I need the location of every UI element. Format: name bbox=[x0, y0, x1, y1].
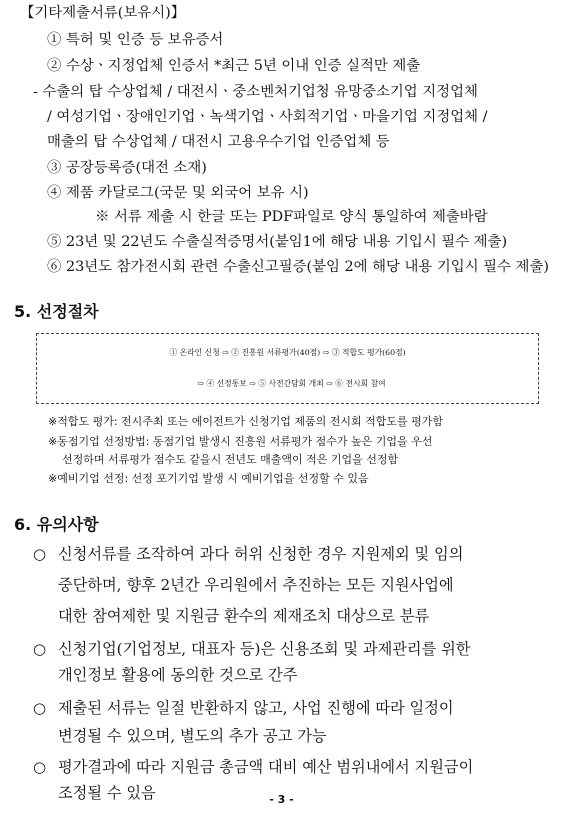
other-docs-item-2: ② 수상ㆍ지정업체 인증서 *최근 5년 이내 인증 실적만 제출 bbox=[47, 58, 421, 74]
page-number: - 3 - bbox=[269, 793, 294, 806]
caution-4-line-2: 조정될 수 있음 bbox=[58, 784, 156, 802]
caution-3-line-2: 변경될 수 있으며, 별도의 추가 공고 가능 bbox=[58, 727, 327, 745]
bullet-icon: ○ bbox=[33, 545, 47, 563]
other-docs-title: 【기타제출서류(보유시)】 bbox=[20, 5, 186, 21]
other-docs-item-2-detail-1: - 수출의 탑 수상업체 / 대전시ㆍ중소벤처기업청 유망중소기업 지정업체 bbox=[33, 84, 478, 100]
note-suitability: ※적합도 평가: 전시주최 또는 에이전트가 신청기업 제품의 전시회 적합도를 평가함 bbox=[48, 415, 444, 428]
other-docs-format-note: ※ 서류 제출 시 한글 또는 PDF파일로 양식 통일하여 제출바람 bbox=[95, 209, 488, 225]
note-tie-break: ※동점기업 선정방법: 동점기업 발생시 진흥원 서류평가 점수가 높은 기업을 우선 bbox=[48, 435, 433, 448]
note-tie-break-cont: 선정하며 서류평가 점수도 같을시 전년도 매출액이 적은 기업을 선정함 bbox=[62, 453, 399, 466]
note-reserve: ※예비기업 선정: 선정 포기기업 발생 시 예비기업을 선정할 수 있음 bbox=[48, 472, 369, 485]
caution-1-line-3: 대한 참여제한 및 지원금 환수의 제재조치 대상으로 분류 bbox=[58, 607, 430, 625]
other-docs-item-3: ③ 공장등록증(대전 소재) bbox=[47, 160, 207, 176]
other-docs-item-1: ① 특허 및 인증 등 보유증서 bbox=[47, 32, 224, 48]
caution-2-line-2: 개인정보 활용에 동의한 것으로 간주 bbox=[58, 666, 298, 684]
process-flow-line-2: ⇨ ④ 선정통보 ⇨ ⑤ 사전간담회 개최 ⇨ ⑥ 전시회 참여 bbox=[197, 379, 386, 388]
caution-2-line-1: 신청기업(기업정보, 대표자 등)은 신용조회 및 과제관리를 위한 bbox=[58, 640, 471, 658]
selection-process-box bbox=[36, 333, 539, 404]
bullet-icon: ○ bbox=[33, 640, 47, 658]
caution-1-line-1: 신청서류를 조작하여 과다 허위 신청한 경우 지원제외 및 임의 bbox=[58, 545, 464, 563]
caution-3-line-1: 제출된 서류는 일절 반환하지 않고, 사업 진행에 따라 일정이 bbox=[58, 699, 454, 717]
caution-1-line-2: 중단하며, 향후 2년간 우리원에서 추진하는 모든 지원사업에 bbox=[58, 576, 454, 594]
bullet-icon: ○ bbox=[33, 758, 47, 776]
caution-4-line-1: 평가결과에 따라 지원금 총금액 대비 예산 범위내에서 지원금이 bbox=[58, 758, 474, 776]
process-flow-line-1: ① 온라인 신청 ⇨ ② 진흥원 서류평가(40점) ⇨ ③ 적합도 평가(60점) bbox=[169, 348, 406, 357]
other-docs-item-4: ④ 제품 카달로그(국문 및 외국어 보유 시) bbox=[47, 185, 309, 201]
section-6-heading: 6. 유의사항 bbox=[14, 515, 99, 534]
other-docs-item-2-detail-3: 매출의 탑 수상업체 / 대전시 고용우수기업 인증업체 등 bbox=[47, 134, 390, 150]
bullet-icon: ○ bbox=[33, 699, 47, 717]
other-docs-item-2-detail-2: / 여성기업ㆍ장애인기업ㆍ녹색기업ㆍ사회적기업ㆍ마을기업 지정업체 / bbox=[47, 109, 488, 125]
section-5-heading: 5. 선정절차 bbox=[14, 302, 99, 321]
other-docs-item-5: ⑤ 23년 및 22년도 수출실적증명서(붙임1에 해당 내용 기입시 필수 제출) bbox=[47, 234, 508, 250]
other-docs-item-6: ⑥ 23년도 참가전시회 관련 수출신고필증(붙임 2에 해당 내용 기입시 필수 제출) bbox=[47, 259, 549, 275]
